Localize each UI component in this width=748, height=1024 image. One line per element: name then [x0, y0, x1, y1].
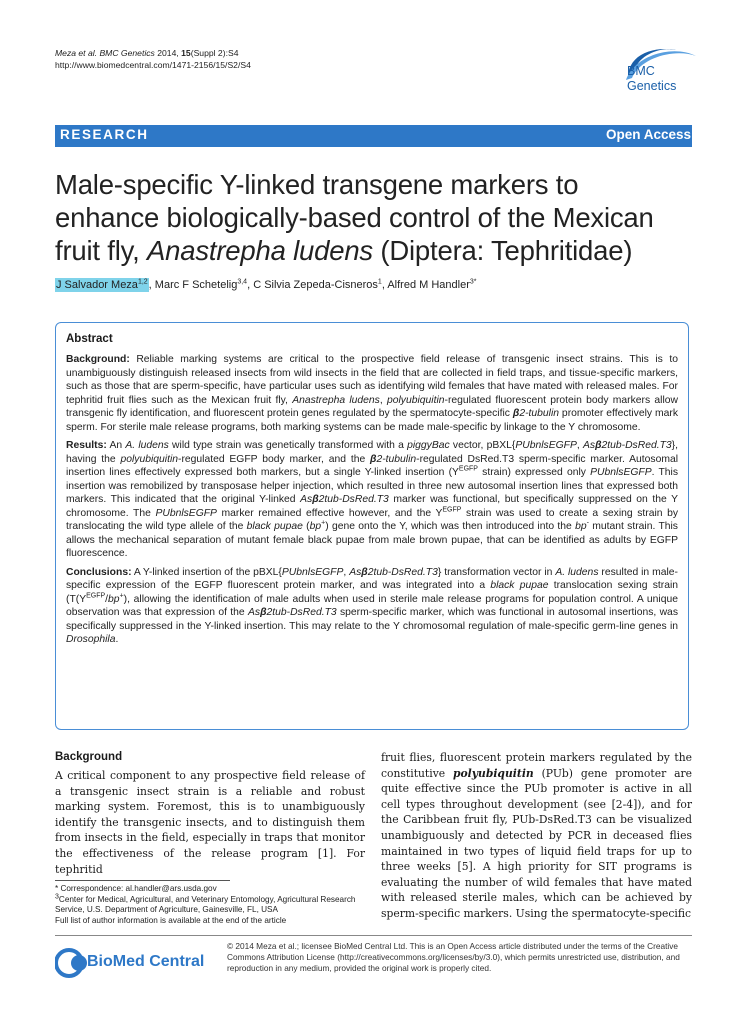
- citation-authors: Meza et al.: [55, 48, 98, 58]
- abstract-results: Results: An A. ludens wild type strain was genetically transformed with a piggyBac vector, pBXL{PUbnlsEGFP, Asβ2tub-DsRed.T3}, having the polyubiquitin-regulated EGFP body marker, and the β2-tubulin-regulated DsRed.T3 sperm-specific marker. Autosomal insertion lines effectively expressed both markers, but a single Y-linked insertion ($Y^{EGFP}$ strain) expressed only PUbnlsEGFP. This insertion was remobilized by transposase helper injection, which resulted in three new autosomal insertion lines that expressed both markers. This indicated that the original Y-linked Asβ2tub-DsRed.T3 marker was functional, but specifically suppressed on the Y chromosome. The PUbnlsEGFP marker remained effective however, and the $Y^{EGFP}$ strain was used to create a sexing strain by translocating the wild type allele of the black pupae (bp+) gene onto the Y, which was then introduced into the bp- mutant strain. This allows the mechanical separation of mutant female black pupae from male brown pupae, that can be identified as adults by EGFP fluorescence.: [66, 440, 679, 559]
- abstract-heading: Abstract: [66, 333, 113, 345]
- footnote: [55, 884, 375, 926]
- body-column-2: fruit flies, fluorescent protein markers regulated by the constitutive polyubiquitin (PUb) gene promoter are quite effective since the PUb promoter is active in all cell types throughout development (see [2-4]), and for the Caribbean fruit fly, PUb-DsRed.T3 can be visualized unambiguously and detected by PCR in deceased flies maintained in two types of liquid field traps for up to three weeks [5]. A high priority for SIT programs is evaluating the number of wild females that have mated with released sterile males, which can be achieved by sperm-specific markers. Using the spermatocyte-specific: [381, 751, 692, 920]
- logo-bmc: BMC: [627, 64, 655, 78]
- background-heading: Background: [55, 751, 123, 763]
- logo-genetics: Genetics: [627, 79, 677, 93]
- author-list: J Salvador Meza$^{1,2}$, Marc F Schetelig$^{3,4}$, C Silvia Zepeda-Cisneros$^1$, Alfred M Handler$^{3*}$: [56, 278, 477, 291]
- title-line-2: enhance biologically-based control of the Mexican: [55, 202, 654, 233]
- article-title: [55, 168, 705, 267]
- author-3[interactable]: C Silvia Zepeda-Cisneros$^1$: [253, 278, 382, 291]
- title-line-1: Male-specific Y-linked transgene markers to: [55, 169, 579, 200]
- author-info-note: Full list of author information is available at the end of the article: [55, 915, 287, 925]
- correspondence[interactable]: * Correspondence: al.handler@ars.usda.gov: [55, 884, 217, 893]
- citation-year: 2014,: [157, 48, 179, 58]
- affiliation: $^3$Center for Medical, Agricultural, and Veterinary Entomology, Agricultural Research Service, U.S. Department of Agriculture, Gainesville, FL, USA: [55, 892, 356, 914]
- author-2[interactable]: Marc F Schetelig$^{3,4}$: [154, 278, 248, 291]
- footer-rule: [55, 935, 692, 936]
- article-url[interactable]: http://www.biomedcentral.com/1471-2156/15/S2/S4: [55, 60, 251, 70]
- title-line-3: fruit fly, Anastrepha ludens (Diptera: Tephritidae): [55, 235, 633, 266]
- citation-journal: BMC Genetics: [99, 48, 155, 58]
- body-column-1: A critical component to any prospective field release of a transgenic insect strain is a reliable and robust marking system. Foremost, this is to unambiguously identify the transgenic insects, and to distinguish them from insects in the field, especially in traps that monitor the effectiveness of the release program [1]. For tephritid: [55, 769, 365, 876]
- section-band: [55, 125, 692, 147]
- author-1[interactable]: J Salvador Meza$^{1,2}$: [56, 278, 148, 291]
- logo-text: [627, 64, 676, 94]
- citation-issue: (Suppl 2):S4: [190, 48, 239, 58]
- abstract-box: [55, 322, 689, 730]
- journal-citation: [55, 47, 251, 71]
- species-name: Anastrepha ludens: [147, 235, 373, 266]
- author-4[interactable]: Alfred M Handler$^{3*}$: [387, 278, 477, 291]
- biomed-central-logo: [55, 945, 205, 981]
- footnote-rule: [55, 880, 230, 881]
- open-access-label: Open Access: [605, 127, 691, 142]
- abstract-background: Background: Reliable marking systems are critical to the prospective field release of transgenic insect strains. This is to unambiguously distinguish released insects from wild insects in the field that are collected in field traps, and tissue-specific markers, such as those that are sperm-specific, have particular uses such as identifying wild females that have mated with released males. For tephritid fruit flies such as the Mexican fruit fly, Anastrepha ludens, polyubiquitin-regulated fluorescent protein body markers allow transgenic fly identification, and fluorescent protein genes regulated by the spermatocyte-specific β2-tubulin promoter effectively mark sperm. For sterile male release programs, both marking systems can be made male-specific by linkage to the Y chromosome.: [66, 354, 678, 433]
- license-text: © 2014 Meza et al.; licensee BioMed Central Ltd. This is an Open Access article distributed under the terms of the Creative Commons Attribution License (http://creativecommons.org/licenses/by/3.0), which permits unrestricted use, distribution, and reproduction in any medium, provided the original work is properly cited.: [227, 941, 680, 973]
- biomed-central-icon: [55, 945, 91, 981]
- publisher-name: BioMed Central: [87, 953, 205, 970]
- section-label: RESEARCH: [60, 127, 149, 142]
- citation-volume: 15: [181, 48, 191, 58]
- abstract-conclusions: Conclusions: A Y-linked insertion of the pBXL{PUbnlsEGFP, Asβ2tub-DsRed.T3} transformation vector in A. ludens resulted in male-specific expression of the EGFP fluorescent protein marker, and was integrated into a black pupae translocation sexing strain ($T(Y^{EGFP}/bp^+)$, allowing the identification of male adults when used in sterile male release programs for population control. A unique observation was that expression of the Asβ2tub-DsRed.T3 sperm-specific marker, which was functional in autosomal insertions, was specifically suppressed in the Y-linked insertion. This may relate to the Y chromosomal regulation of male-specific germ-line genes in Drosophila.: [66, 566, 679, 645]
